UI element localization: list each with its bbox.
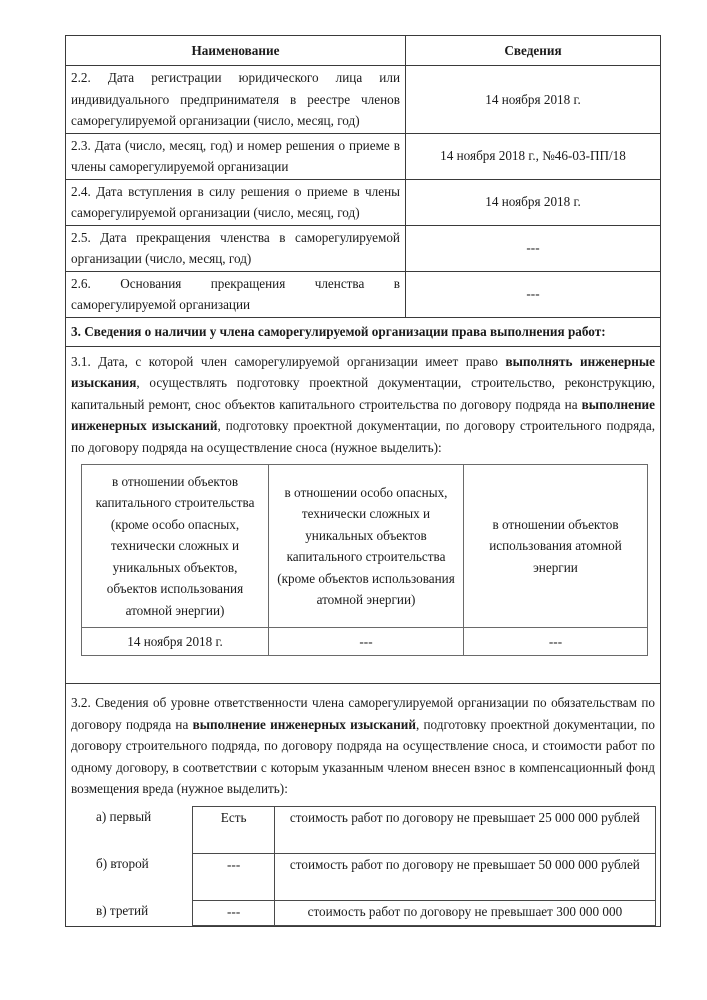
level-description: стоимость работ по договору не превышает 25 000 000 рублей <box>274 806 655 853</box>
bold-run: выполнять инженерные изыскания <box>71 353 655 390</box>
section-3-header-row <box>66 317 661 346</box>
row-value: 14 ноября 2018 г. <box>406 66 661 134</box>
table-header-row <box>66 36 661 66</box>
level-label: а) первый <box>96 809 152 824</box>
work-rights-values-row <box>82 628 648 656</box>
item-3-2 <box>66 684 661 927</box>
level-row <box>71 900 656 925</box>
item-3-2-row <box>66 684 661 927</box>
level-label: в) третий <box>96 903 149 918</box>
row-name: 2.3. Дата (число, месяц, год) и номер решения о приеме в члены саморегулируемой организации <box>66 133 406 179</box>
header-name: Наименование <box>66 36 406 66</box>
responsibility-levels-table <box>71 806 656 926</box>
membership-table <box>65 35 661 927</box>
row-value: 14 ноября 2018 г., №46-03-ПП/18 <box>406 133 661 179</box>
item-3-2-text <box>71 692 655 800</box>
document-page <box>65 35 660 927</box>
row-value: 14 ноября 2018 г. <box>406 179 661 225</box>
row-name: 2.4. Дата вступления в силу решения о приеме в члены саморегулируемой организации (число, месяц, год) <box>66 179 406 225</box>
row-value: --- <box>406 271 661 317</box>
table-row <box>66 133 661 179</box>
row-name: 2.2. Дата регистрации юридического лица или индивидуального предпринимателя в реестре членов саморегулируемой организации (число, месяц, год) <box>66 66 406 134</box>
level-status: --- <box>193 853 274 900</box>
text-run: 3.2. Сведения об уровне ответственности члена саморегулируемой организации по обязательствам по договору подряда на <box>71 695 655 732</box>
row-name: 2.5. Дата прекращения членства в саморегулируемой организации (число, месяц, год) <box>66 225 406 271</box>
header-value: Сведения <box>406 36 661 66</box>
work-rights-header-row <box>82 465 648 628</box>
value-atomic-objects: --- <box>464 628 648 656</box>
table-row <box>66 271 661 317</box>
row-value: --- <box>406 225 661 271</box>
level-row <box>71 806 656 853</box>
column-dangerous-objects: в отношении особо опасных, технически сложных и уникальных объектов капитального строительства (кроме объектов использования атомной энергии) <box>269 465 464 628</box>
level-description: стоимость работ по договору не превышает 50 000 000 рублей <box>274 853 655 900</box>
table-row <box>66 179 661 225</box>
row-name: 2.6. Основания прекращения членства в саморегулируемой организации <box>66 271 406 317</box>
table-row <box>66 225 661 271</box>
text-run: 3.1. Дата, с которой член саморегулируемой организации имеет право <box>71 353 506 369</box>
level-status: --- <box>193 900 274 925</box>
item-3-1-row <box>66 346 661 684</box>
level-label: б) второй <box>96 856 149 871</box>
section-3-title: 3. Сведения о наличии у члена саморегулируемой организации права выполнения работ: <box>66 317 661 346</box>
value-capital-objects: 14 ноября 2018 г. <box>82 628 269 656</box>
item-3-1 <box>66 346 661 684</box>
level-row <box>71 853 656 900</box>
level-status: Есть <box>193 806 274 853</box>
bold-run: выполнение инженерных изысканий <box>71 396 655 433</box>
column-atomic-objects: в отношении объектов использования атомной энергии <box>464 465 648 628</box>
table-row <box>66 66 661 134</box>
text-run: , подготовку проектной документации, по договору строительного подряда, по договору подряда на осуществление сноса (нужное выделить): <box>71 418 655 455</box>
level-description: стоимость работ по договору не превышает 300 000 000 <box>274 900 655 925</box>
work-rights-table <box>81 464 648 656</box>
item-3-1-text <box>71 351 655 459</box>
text-run: , осуществлять подготовку проектной документации, строительство, реконструкцию, капитальный ремонт, снос объектов капитального строительства по договору подряда на <box>71 375 655 412</box>
value-dangerous-objects: --- <box>269 628 464 656</box>
bold-run: выполнение инженерных изысканий <box>192 716 416 732</box>
column-capital-objects: в отношении объектов капитального строительства (кроме особо опасных, технически сложных и уникальных объектов, объектов использования атомной энергии) <box>82 465 269 628</box>
text-run: , подготовку проектной документации, по договору строительного подряда, по договору подряда на осуществление сноса, и стоимости работ по одному договору, в соответствии с которым указанным членом внесен взнос в компенсационный фонд возмещения вреда (нужное выделить): <box>71 716 655 796</box>
